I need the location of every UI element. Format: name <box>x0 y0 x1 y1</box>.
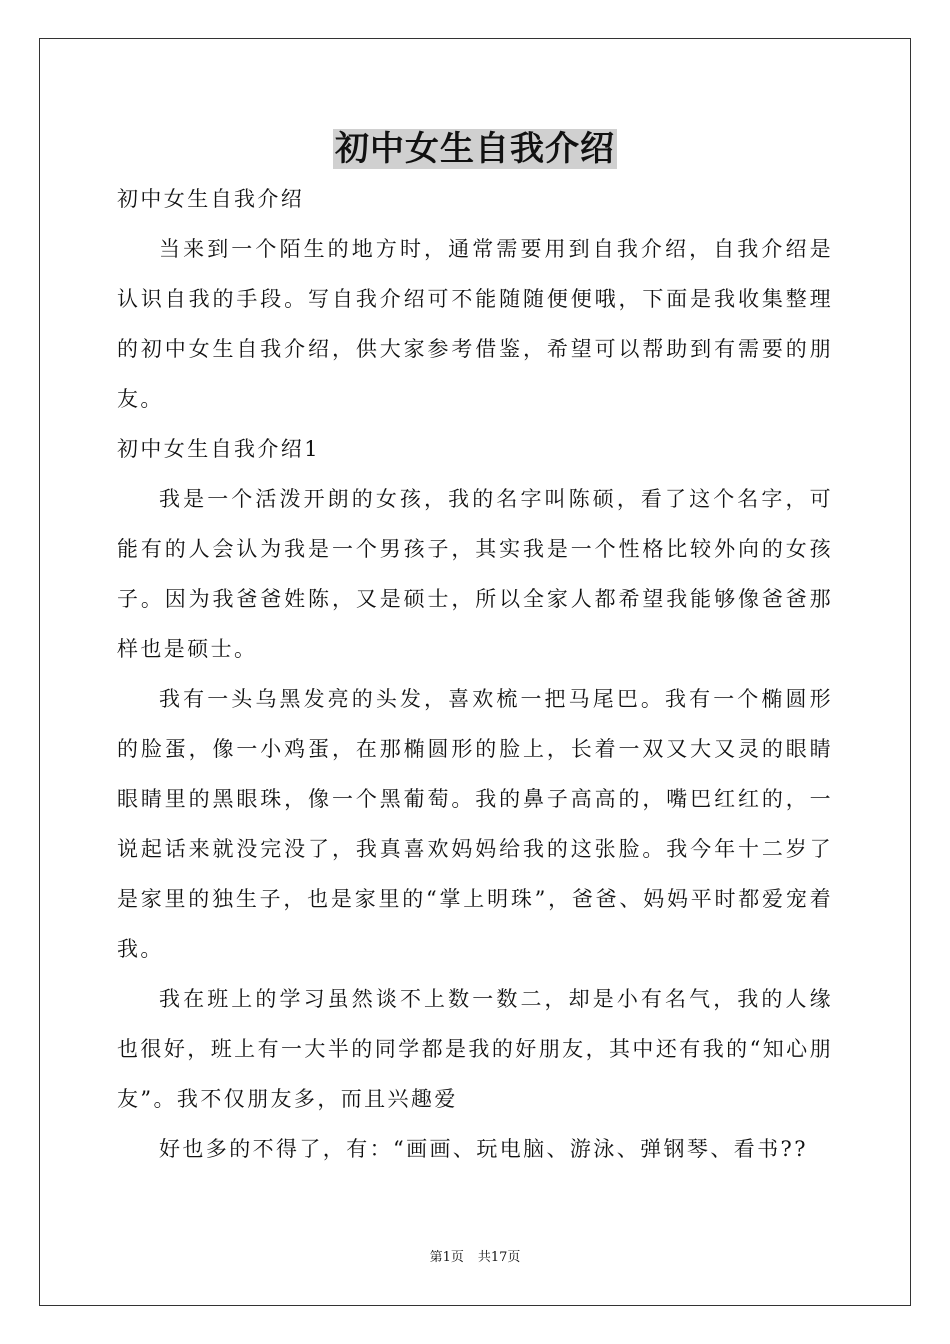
section-heading: 初中女生自我介绍1 <box>117 437 320 461</box>
body-paragraph: 我有一头乌黑发亮的头发，喜欢梳一把马尾巴。我有一个椭圆形的脸蛋，像一小鸡蛋，在那椭圆形的脸上，长着一双又大又灵的眼睛眼睛里的黑眼珠，像一个黑葡萄。我的鼻子高高的，嘴巴红红的，一说起话来就没完没了，我真喜欢妈妈给我的这张脸。我今年十二岁了是家里的独生子，也是家里的“掌上明珠”，爸爸、妈妈平时都爱宠着我。 <box>117 687 833 961</box>
document-title-text: 初中女生自我介绍 <box>335 129 615 169</box>
section-heading: 初中女生自我介绍 <box>117 187 305 211</box>
document-title <box>0 127 950 171</box>
document-body <box>117 174 833 1174</box>
page-total: 共17页 <box>477 1250 521 1265</box>
body-paragraph: 我在班上的学习虽然谈不上数一数二，却是小有名气，我的人缘也很好，班上有一大半的同学都是我的好朋友，其中还有我的“知心朋友”。我不仅朋友多，而且兴趣爱 <box>117 987 833 1111</box>
page-number: 第1页 <box>429 1250 464 1265</box>
body-paragraph: 当来到一个陌生的地方时，通常需要用到自我介绍，自我介绍是认识自我的手段。写自我介绍可不能随随便便哦，下面是我收集整理的初中女生自我介绍，供大家参考借鉴，希望可以帮助到有需要的朋友。 <box>117 237 833 411</box>
page-footer <box>0 1249 950 1267</box>
body-paragraph: 我是一个活泼开朗的女孩，我的名字叫陈硕，看了这个名字，可能有的人会认为我是一个男孩子，其实我是一个性格比较外向的女孩子。因为我爸爸姓陈，又是硕士，所以全家人都希望我能够像爸爸那样也是硕士。 <box>117 487 833 661</box>
body-paragraph: 好也多的不得了，有：“画画、玩电脑、游泳、弹钢琴、看书?? <box>159 1137 808 1161</box>
